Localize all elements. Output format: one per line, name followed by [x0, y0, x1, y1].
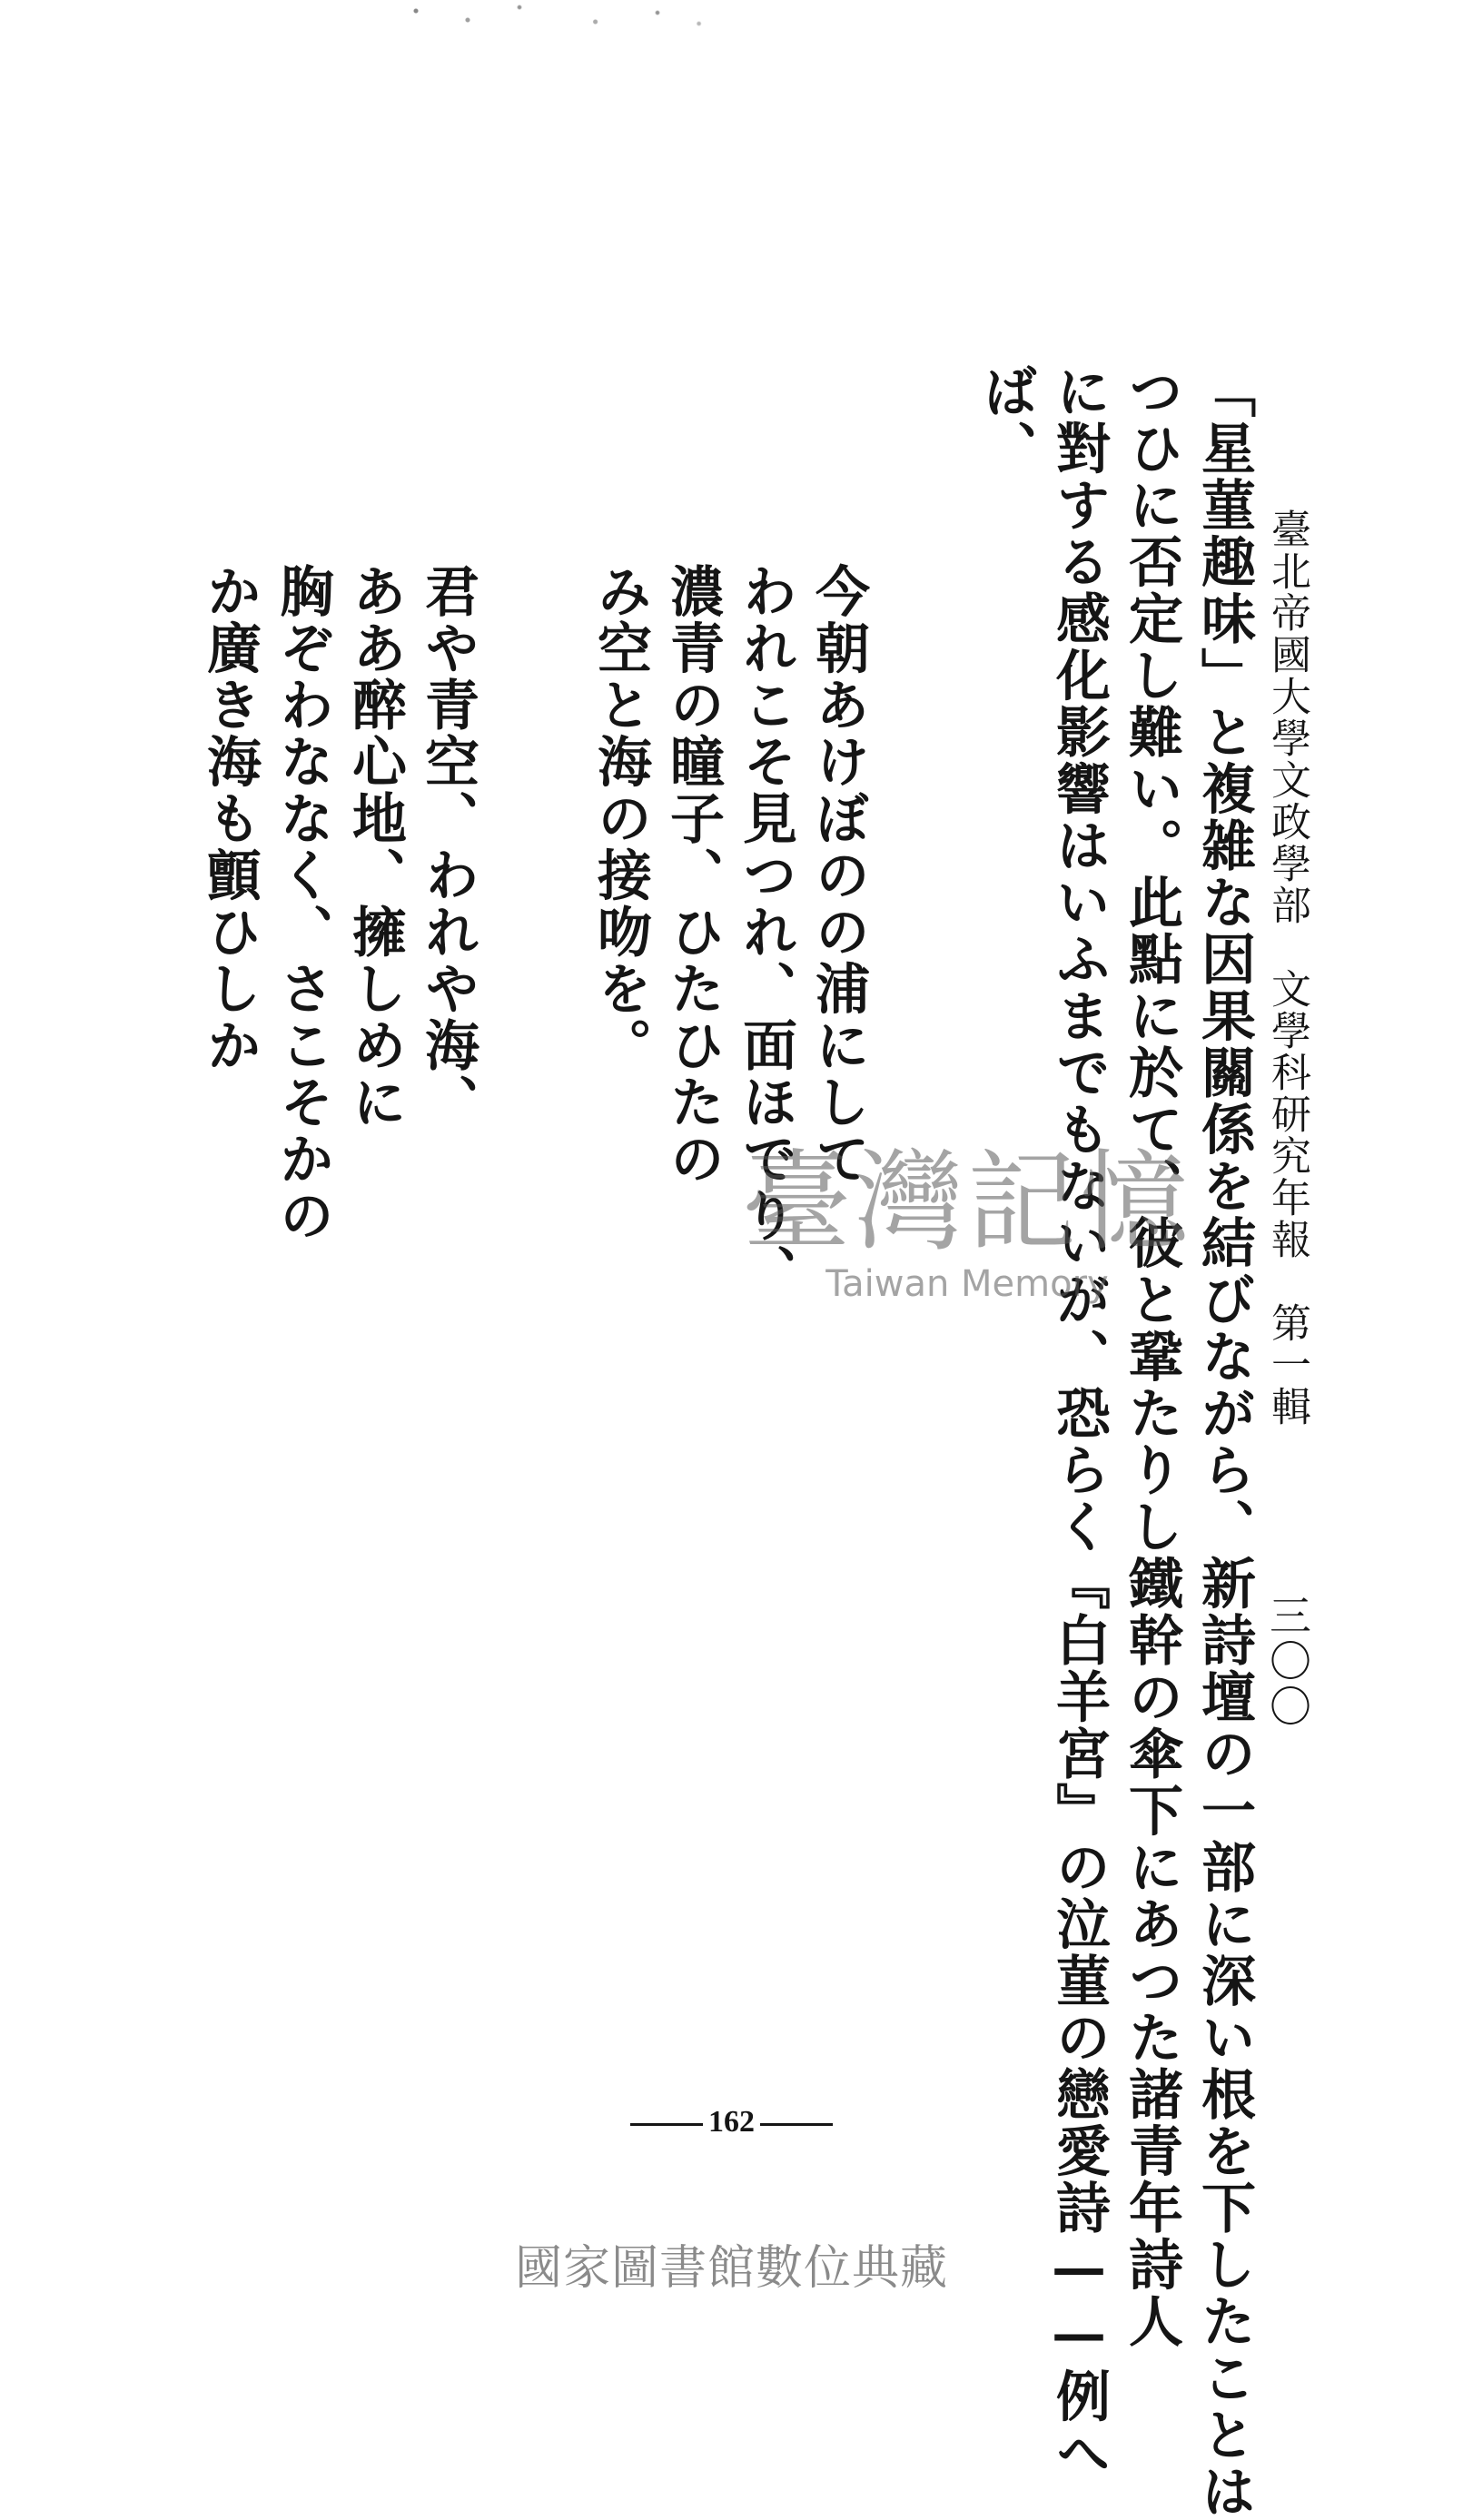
- watermark-english: Taiwan Memory: [825, 1263, 1109, 1305]
- poem-line-7: 胸ぞわななく、さこそかの: [271, 563, 334, 1244]
- poem-line-5: 君や青空、われや海、: [416, 563, 479, 1131]
- folio: [0, 2105, 1463, 2140]
- prose-column-3: に對する感化影響はいふまでもないが、恐らく『白羊宮』の泣菫の戀愛詩——例へ: [1047, 363, 1111, 2482]
- watermark-chinese: 臺灣記憶: [742, 1140, 1192, 1266]
- poem-line-4: み空と海の接吻を。: [588, 563, 652, 1074]
- prose-column-4: ば、: [974, 363, 1038, 477]
- prose-column-2: つひに否定し難い。此點に於て、彼と鞏たりし鐵幹の傘下にあつた諸青年詩人: [1120, 363, 1183, 2350]
- poem-line-3: 濃青の瞳子、ひたひたの: [661, 563, 725, 1188]
- poem-line-6: ああ醉心地、擁しめに: [343, 563, 407, 1131]
- poem-line-8: か廣き海も顫ひしか: [198, 563, 262, 1074]
- prose-column-1: 「星菫趣味」と複雑な因果關係を結びながら、新詩壇の一部に深い根を下したことは: [1192, 363, 1256, 2520]
- scan-speckle: [381, 0, 727, 36]
- poem-line-1: 今朝あけぼのの浦にして: [806, 563, 870, 1188]
- folio-dash-left: [630, 2123, 703, 2126]
- poem-line-2: われこそ見つれ、面ほでり、: [734, 563, 797, 1301]
- library-credit: 國家圖書館數位典藏: [514, 2241, 948, 2296]
- folio-number: 162: [708, 2105, 755, 2139]
- running-header: 臺北帝國大學文政學部 文學科研究年報 第一輯: [1264, 509, 1310, 1428]
- folio-dash-right: [760, 2123, 833, 2126]
- page-number-kanji: 三〇〇: [1263, 1594, 1312, 1730]
